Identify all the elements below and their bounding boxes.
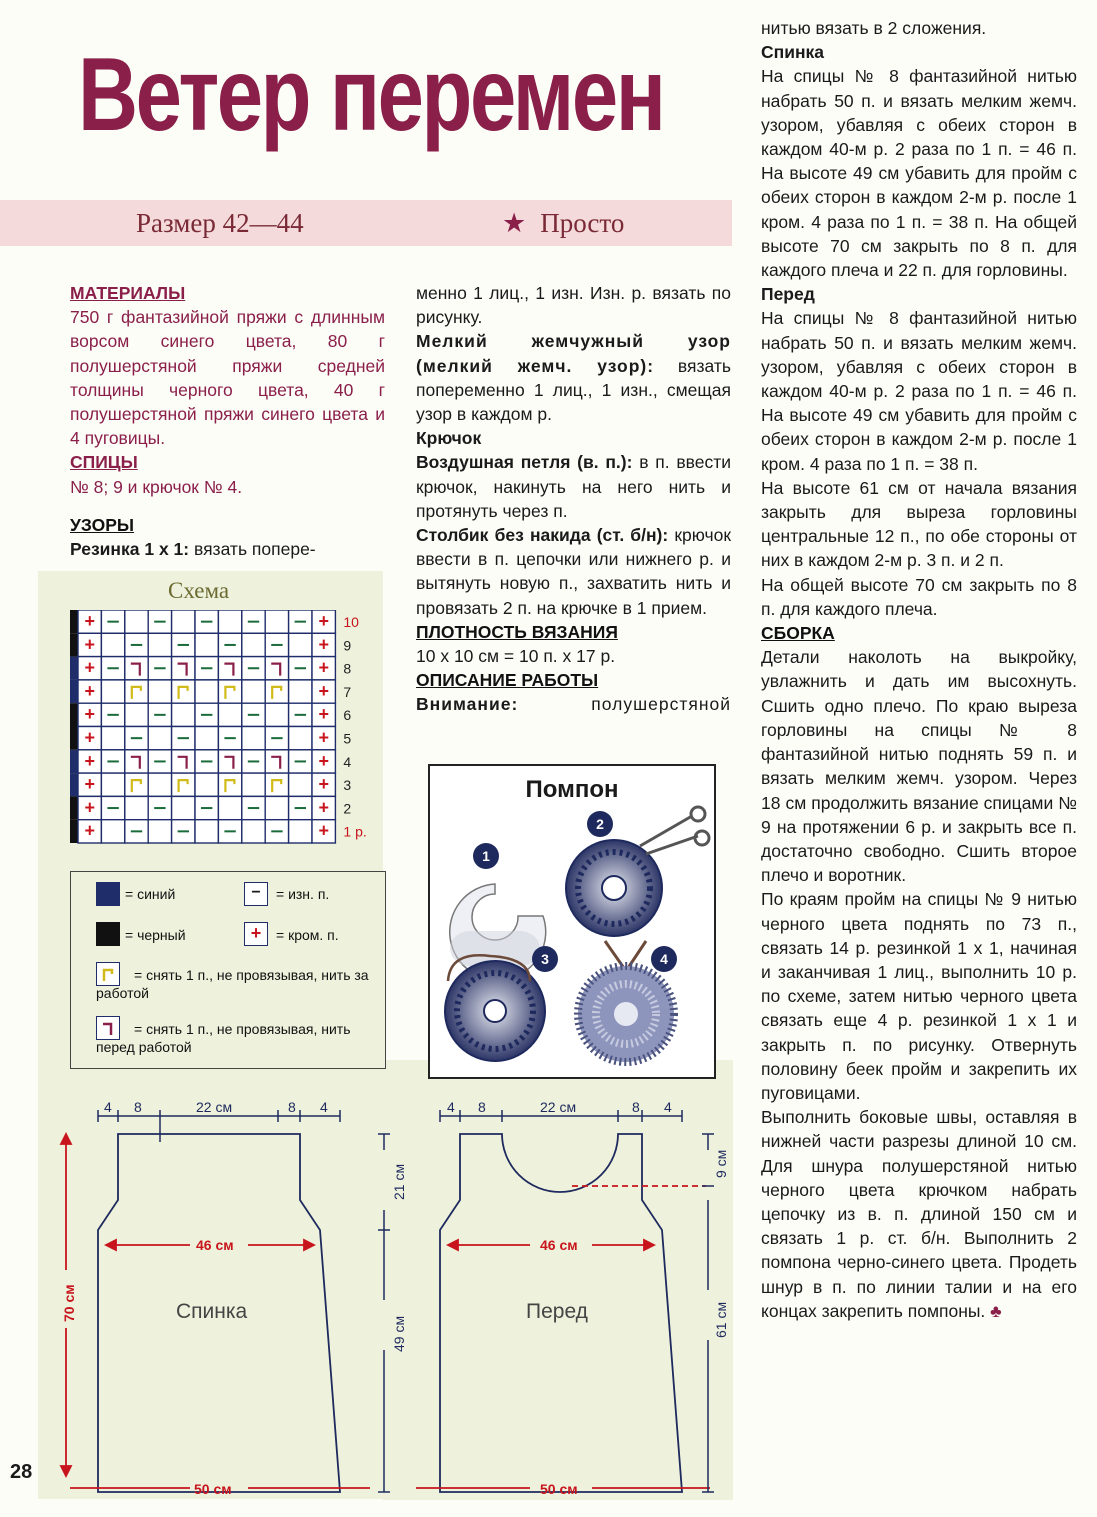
back-height-label: 70 см <box>61 1284 77 1322</box>
row-color-stripe <box>70 610 78 633</box>
edge-stitch-icon: + <box>318 750 329 771</box>
chart-cell <box>289 773 312 796</box>
chart-row-label: 8 <box>343 660 352 677</box>
chain-text: в п. ввести крючок, накинуть на него нить и протянуть через п. <box>416 452 731 521</box>
single-crochet <box>416 523 731 620</box>
chart-row-label: 5 <box>343 730 352 747</box>
chart-cell <box>101 820 124 843</box>
edge-stitch-icon: + <box>318 611 329 631</box>
edge-stitch-icon: + <box>318 727 329 748</box>
chart-cell <box>195 680 218 703</box>
edge-stitch-icon: + <box>318 774 329 795</box>
chart-cell <box>172 796 195 819</box>
chart-cell <box>148 773 171 796</box>
edge-stitch-icon: + <box>84 657 95 678</box>
assembly-text-1: Детали наколоть на выкройку, увлажнить и дать им высохнуть. Сшить одно плечо. По краю выреза горловины на спицы № 8 фантазийной нитью поднять 59 п. и вязать мелким жемч. узором. Через 18 см продолжить вязание спицами № 9 на протяжении 6 р. и закрыть все п. достаточно свободно. Сшить второе плечо и воротник. <box>761 647 1077 886</box>
chart-cell <box>172 610 195 633</box>
neck-depth-label: 9 см <box>713 1149 729 1178</box>
chart-cell <box>289 633 312 656</box>
column-3 <box>761 16 1077 1323</box>
needles-heading: СПИЦЫ <box>70 452 138 473</box>
chart-cell <box>101 727 124 750</box>
chart-cell <box>172 703 195 726</box>
front-text-2: На высоте 61 см от начала вязания закрыть для выреза горловины центральные 12 п., по обе стороны от них в каждом 2-м р. 3 п. и 2 п. <box>761 477 1077 571</box>
chart-cell <box>172 657 195 680</box>
edge-stitch-icon: + <box>318 820 329 841</box>
row-color-stripe <box>70 820 78 843</box>
row-color-stripe <box>70 680 78 703</box>
pompon-title: Помпон <box>525 776 619 803</box>
blue-swatch <box>96 882 120 906</box>
legend-edge: = кром. п. <box>276 927 339 943</box>
chart-cell <box>148 820 171 843</box>
row-color-stripe <box>70 703 78 726</box>
pompon-illustration <box>428 764 716 1079</box>
legend-slip-back: = снять 1 п., не провязывая, нить за работой <box>96 967 369 1001</box>
black-swatch <box>96 922 120 946</box>
page-title: Ветер перемен <box>78 37 664 153</box>
chain-stitch <box>416 450 731 523</box>
step-2-number: 2 <box>596 816 604 832</box>
edge-stitch-icon: + <box>318 797 329 818</box>
chart-cell <box>218 657 241 680</box>
chart-cell <box>289 727 312 750</box>
edge-stitch-icon: + <box>84 750 95 771</box>
gauge-text: 10 х 10 см = 10 п. х 17 р. <box>416 646 616 667</box>
chart-cell <box>101 680 124 703</box>
chart-cell <box>125 703 148 726</box>
edge-symbol-icon: + <box>244 922 268 946</box>
pompon-step-4 <box>578 941 677 1062</box>
chart-row-label: 3 <box>343 777 352 794</box>
chart-cell <box>265 680 288 703</box>
chart-cell <box>265 750 288 773</box>
chart-cell <box>218 796 241 819</box>
back-width-label: 46 см <box>196 1237 234 1253</box>
column-2 <box>416 281 731 717</box>
front-text-1: На спицы № 8 фантазийной нитью набрать 50 п. и вязать мелким жемч. узором, убавляя с обеих сторон в каждом 40-м р. 2 раза по 1 п. = 46 п. На высоте 49 см убавить для пройм с обеих сторон в каждом 2-м р. после 1 кром. 4 раза по 1 п. = 38 п. <box>761 308 1077 474</box>
chart-cell <box>172 750 195 773</box>
chart-cell <box>242 680 265 703</box>
row-color-stripe <box>70 750 78 773</box>
patterns-heading: УЗОРЫ <box>70 514 135 535</box>
back-piece-label: Спинка <box>176 1300 248 1323</box>
rib-continued: менно 1 лиц., 1 изн. Изн. р. вязать по рисунку. <box>416 283 731 328</box>
edge-stitch-icon: + <box>318 657 329 678</box>
chart-row-label: 4 <box>343 753 352 770</box>
step-4-number: 4 <box>660 951 668 967</box>
legend-blue: = синий <box>125 886 176 902</box>
chart-cell <box>125 680 148 703</box>
garment-schematics <box>0 1090 740 1500</box>
front-dim-1: 4 <box>447 1099 455 1115</box>
chart-cell <box>265 610 288 633</box>
chart-cell <box>148 680 171 703</box>
chart-cell <box>242 727 265 750</box>
column-1 <box>70 281 385 561</box>
side-length-label: 49 см <box>391 1315 407 1352</box>
back-dim-1: 4 <box>104 1099 112 1115</box>
size-label: Размер 42—44 <box>136 208 304 238</box>
pompon-steps-drawing <box>430 766 714 1077</box>
chart-cell <box>265 703 288 726</box>
chain-label: Воздушная петля (в. п.): <box>416 452 633 473</box>
edge-stitch-icon: + <box>318 634 329 655</box>
pompon-step-2 <box>566 807 709 936</box>
end-mark-icon: ♣ <box>990 1300 1002 1321</box>
pompon-step-1 <box>450 843 546 980</box>
legend-purl: = изн. п. <box>276 886 330 902</box>
chart-row-label: 7 <box>343 683 352 700</box>
front-bottom-label: 50 см <box>540 1481 578 1497</box>
purl-symbol-icon: − <box>244 882 268 906</box>
chart-cell <box>265 796 288 819</box>
chart-cell <box>195 633 218 656</box>
step-3-number: 3 <box>541 951 549 967</box>
stitch-chart <box>70 610 390 850</box>
sc-text: крючок ввести в п. цепочки или нижнего р. и вытянуть новую п., захватить нить и провязать 2 п. на крючке в 1 прием. <box>416 525 731 618</box>
chart-cell <box>242 773 265 796</box>
seed-pattern <box>416 329 731 426</box>
rib-text: вязать попере- <box>193 539 316 560</box>
chart-cell <box>125 773 148 796</box>
front-dim-2: 8 <box>478 1099 486 1115</box>
edge-stitch-icon: + <box>84 611 95 631</box>
front-height-label: 61 см <box>713 1301 729 1338</box>
chart-cell <box>218 773 241 796</box>
col3-intro: нитью вязать в 2 сложения. <box>761 18 987 38</box>
needles-text: № 8; 9 и крючок № 4. <box>70 476 243 497</box>
chart-cell <box>125 796 148 819</box>
seed-text: вязать попеременно 1 лиц., 1 изн., смещая узор в каждом р. <box>416 355 731 425</box>
row-color-stripe <box>70 657 78 680</box>
chart-cell <box>242 633 265 656</box>
chart-cell <box>172 773 195 796</box>
assembly-text-3-body: Выполнить боковые швы, оставляя в нижней части разрезы длиной 10 см. Для шнура полушерстяной нитью черного цвета крючком набрать цепочку из в. п. длиной 150 см и связать 1 р. ст. б/н. Выполнить 2 помпона черно-синего цвета. Продеть шнур в п. по линии талии и на его концах закрепить помпоны. <box>761 1107 1077 1321</box>
row-color-stripe <box>70 727 78 750</box>
assembly-text-3 <box>761 1105 1077 1323</box>
chart-row-label: 6 <box>343 707 352 724</box>
chart-cell <box>242 820 265 843</box>
hook-heading: Крючок <box>416 428 482 449</box>
front-heading: Перед <box>761 284 815 305</box>
gauge-heading: ПЛОТНОСТЬ ВЯЗАНИЯ <box>416 621 618 642</box>
chart-cell <box>172 680 195 703</box>
edge-stitch-icon: + <box>318 680 329 701</box>
edge-stitch-icon: + <box>84 680 95 701</box>
front-piece-label: Перед <box>526 1300 588 1323</box>
edge-stitch-icon: + <box>84 797 95 818</box>
attention-label: Внимание: <box>416 694 519 715</box>
chart-cell <box>289 820 312 843</box>
edge-stitch-icon: + <box>84 774 95 795</box>
rib-label: Резинка 1 х 1: <box>70 539 190 560</box>
edge-stitch-icon: + <box>84 704 95 725</box>
chart-cell <box>218 680 241 703</box>
chart-cell <box>195 727 218 750</box>
chart-cell <box>101 773 124 796</box>
chart-cell <box>125 657 148 680</box>
chart-cell <box>218 610 241 633</box>
chart-cell <box>218 703 241 726</box>
chart-cell <box>265 773 288 796</box>
chart-row-label: 10 <box>343 614 359 630</box>
chart-cell <box>265 657 288 680</box>
chart-cell <box>125 750 148 773</box>
chart-legend <box>70 871 386 1069</box>
page-number: 28 <box>10 1461 33 1483</box>
chart-cell <box>289 680 312 703</box>
materials-heading: МАТЕРИАЛЫ <box>70 283 186 303</box>
difficulty-label <box>502 208 624 239</box>
row-color-stripe <box>70 796 78 819</box>
chart-cell <box>195 773 218 796</box>
attention-note <box>416 692 731 716</box>
chart-cell <box>148 633 171 656</box>
chart-cell <box>195 820 218 843</box>
seed-label: Мелкий жемчужный узор (мелкий жемч. узор): <box>416 331 731 376</box>
star-icon: ★ <box>502 208 527 238</box>
chart-cell <box>125 610 148 633</box>
front-width-label: 46 см <box>540 1237 578 1253</box>
sc-label: Столбик без накида (ст. б/н): <box>416 525 669 546</box>
chart-cell <box>101 633 124 656</box>
chart-row-label: 1 р. <box>343 823 367 840</box>
step-1-number: 1 <box>482 848 490 864</box>
row-color-stripe <box>70 633 78 656</box>
front-dim-4: 8 <box>632 1099 640 1115</box>
back-dim-2: 8 <box>134 1099 142 1115</box>
back-text: На спицы № 8 фантазийной нитью набрать 50 п. и вязать мелким жемч. узором, убавляя с обеих сторон в каждом 40-м р. 2 раза по 1 п. = 46 п. На высоте 49 см убавить для пройм с обеих сторон в каждом 2-м р. после 1 кром. 4 раза по 1 п. = 38 п. На общей высоте 70 см закрыть по 8 п. для каждого плеча и 22 п. для горловины. <box>761 66 1077 281</box>
description-heading: ОПИСАНИЕ РАБОТЫ <box>416 670 599 691</box>
front-dim-5: 4 <box>664 1099 672 1115</box>
back-dim-4: 8 <box>288 1099 296 1115</box>
back-bottom-label: 50 см <box>194 1481 232 1497</box>
difficulty-text: Просто <box>540 208 625 238</box>
scheme-title: Схема <box>168 578 230 603</box>
chart-row-label: 9 <box>343 637 352 654</box>
attention-text: полушерстяной <box>591 694 731 715</box>
row-color-stripe <box>70 773 78 796</box>
materials-text: 750 г фантазийной пряжи с длинным ворсом синего цвета, 80 г полушерстяной пряжи средней толщины черного цвета, 40 г полушерстяной пряжи синего цвета и 4 пуговицы. <box>70 307 385 449</box>
edge-stitch-icon: + <box>318 704 329 725</box>
chart-cell <box>148 727 171 750</box>
front-dim-3: 22 см <box>540 1099 577 1115</box>
legend-slip-front: = снять 1 п., не провязывая, нить перед работой <box>96 1021 351 1055</box>
legend-black: = черный <box>125 927 186 943</box>
back-dim-3: 22 см <box>196 1099 233 1115</box>
back-heading: Спинка <box>761 42 825 63</box>
armhole-depth-label: 21 см <box>391 1163 407 1200</box>
back-dim-5: 4 <box>320 1099 328 1115</box>
assembly-text-2: По краям пройм на спицы № 9 нитью черного цвета поднять по 73 п., связать 14 р. резинкой 1 х 1, начиная и заканчивая 1 лиц., выполнить 10 р. по схеме, затем нитью черного цвета связать еще 4 р. резинкой 1 х 1 и закрыть п. по рисунку. Отвернуть половину беек пройм и закрепить их пуговицами. <box>761 889 1077 1103</box>
assembly-heading: СБОРКА <box>761 623 835 644</box>
rib-pattern <box>70 537 385 561</box>
edge-stitch-icon: + <box>84 634 95 655</box>
edge-stitch-icon: + <box>84 727 95 748</box>
chart-cell <box>218 750 241 773</box>
front-text-3: На общей высоте 70 см закрыть по 8 п. для каждого плеча. <box>761 574 1077 619</box>
chart-row-label: 2 <box>343 800 352 817</box>
edge-stitch-icon: + <box>84 820 95 841</box>
